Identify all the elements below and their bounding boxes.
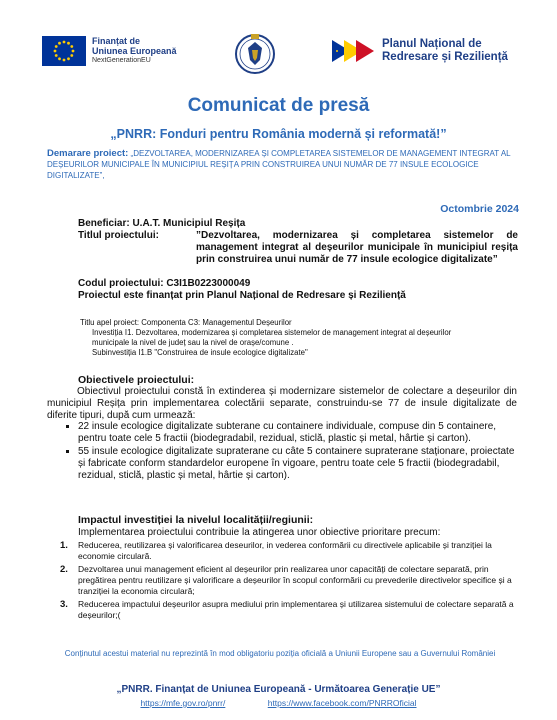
eu-text-line1: Finanțat de bbox=[92, 36, 141, 46]
call-investment: Investiția I1. Dezvoltarea, modernizarea și completarea sistemelor de management integrat al deșeurilor municipale la nivel de județ sau la nivel de orașe/comune . bbox=[92, 328, 452, 347]
impact-list bbox=[60, 540, 518, 623]
list-item-number: 2. bbox=[60, 564, 68, 575]
list-item: ▪ 22 insule ecologice digitalizate subterane cu containere individuale, compuse din 5 containere, pentru toate cele 5 fractii (biodegradabil, rezidual, sticlă, plastic și metal, hârtie și carton). bbox=[78, 421, 517, 445]
mfe-link[interactable]: https://mfe.gov.ro/pnrr/ bbox=[140, 698, 226, 708]
government-emblem-icon bbox=[234, 30, 276, 76]
page-title: Comunicat de presă bbox=[187, 95, 370, 116]
project-start-text: „DEZVOLTAREA, MODERNIZAREA ȘI COMPLETAREA SISTEMELOR DE MANAGEMENT INTEGRAT AL DEȘEURILOR MUNICIPALE ÎN MUNICIPIUL REȘIȚA PRIN CONSTRUIREA UNUI NUMĂR DE 77 INSULE ECOLOGICE DIGITALIZATE”, bbox=[47, 149, 511, 180]
list-item-number: 3. bbox=[60, 599, 68, 610]
list-item-text: Dezvoltarea unui management eficient al deșeurilor prin realizarea unor capacități de colectare separată, prin pregătirea pentru reutilizare și valorificare a deșeurilor în scopul conformării cu prevederile directivelor specifice și a tranziției la economia circulară; bbox=[78, 564, 512, 596]
list-item: ▪ 55 insule ecologice digitalizate supraterane cu câte 5 containere supraterane staționare, proiectate și fabricate conform standardelor europene în vigoare, pentru toate cele 5 fractii (biodegradabil, rezidual, sticlă, plastic și metal, hârtie și carton). bbox=[78, 446, 517, 482]
footer-slogan: „PNRR. Finanțat de Uniunea Europeană - Următoarea Generație UE” bbox=[116, 684, 441, 695]
list-item-number: 1. bbox=[60, 540, 68, 551]
pnrr-text-line2: Redresare și Reziliență bbox=[382, 51, 508, 63]
project-title-label: Titlul proiectului: bbox=[78, 230, 159, 241]
objectives-heading: Obiectivele proiectului: bbox=[78, 374, 195, 386]
project-code: Codul proiectului: C3I1B0223000049 bbox=[78, 278, 251, 289]
facebook-link[interactable]: https://www.facebook.com/PNRROficial bbox=[267, 698, 417, 708]
pnrr-flag-icon bbox=[330, 38, 378, 64]
header-logos bbox=[0, 30, 557, 80]
list-item bbox=[60, 599, 518, 621]
list-item-text: Reducerea, reutilizarea și valorificarea deseurilor, in vederea conformării cu directivele aplicabile și tranziției la economie circulară. bbox=[78, 540, 492, 561]
pnrr-logo bbox=[330, 38, 508, 64]
objectives-paragraph: Obiectivul proiectului constă în extinderea și modernizare sistemelor de colectare a deșeurilor din municipiul Reșița prin implementarea colectării separate, construindu-se 77 de insule digitalizate de diferite tipuri, după cum urmează: bbox=[47, 386, 517, 421]
footer-links bbox=[0, 698, 557, 708]
funding-statement: Proiectul este finanțat prin Planul Național de Redresare și Reziliență bbox=[78, 290, 406, 301]
list-item bbox=[60, 564, 518, 597]
disclaimer: Conținutul acestui material nu reprezintă în mod obligatoriu poziția oficială a Uniunii Europene sau a Guvernului României bbox=[64, 649, 496, 658]
call-subinvestment: Subinvestiția I1.B "Construirea de insule ecologice digitalizate" bbox=[92, 348, 308, 357]
beneficiary: Beneficiar: U.A.T. Municipiul Reșița bbox=[78, 218, 246, 229]
release-date: Octombrie 2024 bbox=[440, 203, 519, 215]
pnrr-text-line1: Planul Național de bbox=[382, 38, 482, 50]
call-title: Titlu apel proiect: Componenta C3: Managementul Deșeurilor bbox=[80, 318, 292, 327]
eu-funding-logo bbox=[42, 36, 177, 66]
impact-heading: Impactul investiției la nivelul localității/regiunii: bbox=[78, 514, 314, 526]
list-item-text: Reducerea impactului deșeurilor asupra mediului prin implementarea și utilizarea sistemului de colectare separată a deșeurilor;( bbox=[78, 599, 514, 620]
impact-intro: Implementarea proiectului contribuie la atingerea unor obiective prioritare precum: bbox=[78, 527, 441, 538]
objectives-list bbox=[60, 421, 517, 483]
project-start-note bbox=[47, 148, 517, 181]
project-title-block bbox=[78, 230, 518, 266]
list-item bbox=[60, 540, 518, 562]
eu-text-line2: Uniunea Europeană bbox=[92, 46, 177, 56]
project-title-value: ”Dezvoltarea, modernizarea și completarea sistemelor de management integrat al deșeurilor municipale în municipiul reșița prin construirea unui număr de 77 insule ecologice digitalizate” bbox=[196, 230, 518, 265]
page-subtitle: „PNRR: Fonduri pentru România modernă și reformată!” bbox=[110, 127, 447, 141]
call-info bbox=[80, 318, 480, 358]
eu-text-line3: NextGenerationEU bbox=[92, 57, 151, 64]
eu-flag-icon bbox=[42, 36, 86, 66]
project-start-label: Demarare proiect: bbox=[47, 148, 129, 159]
